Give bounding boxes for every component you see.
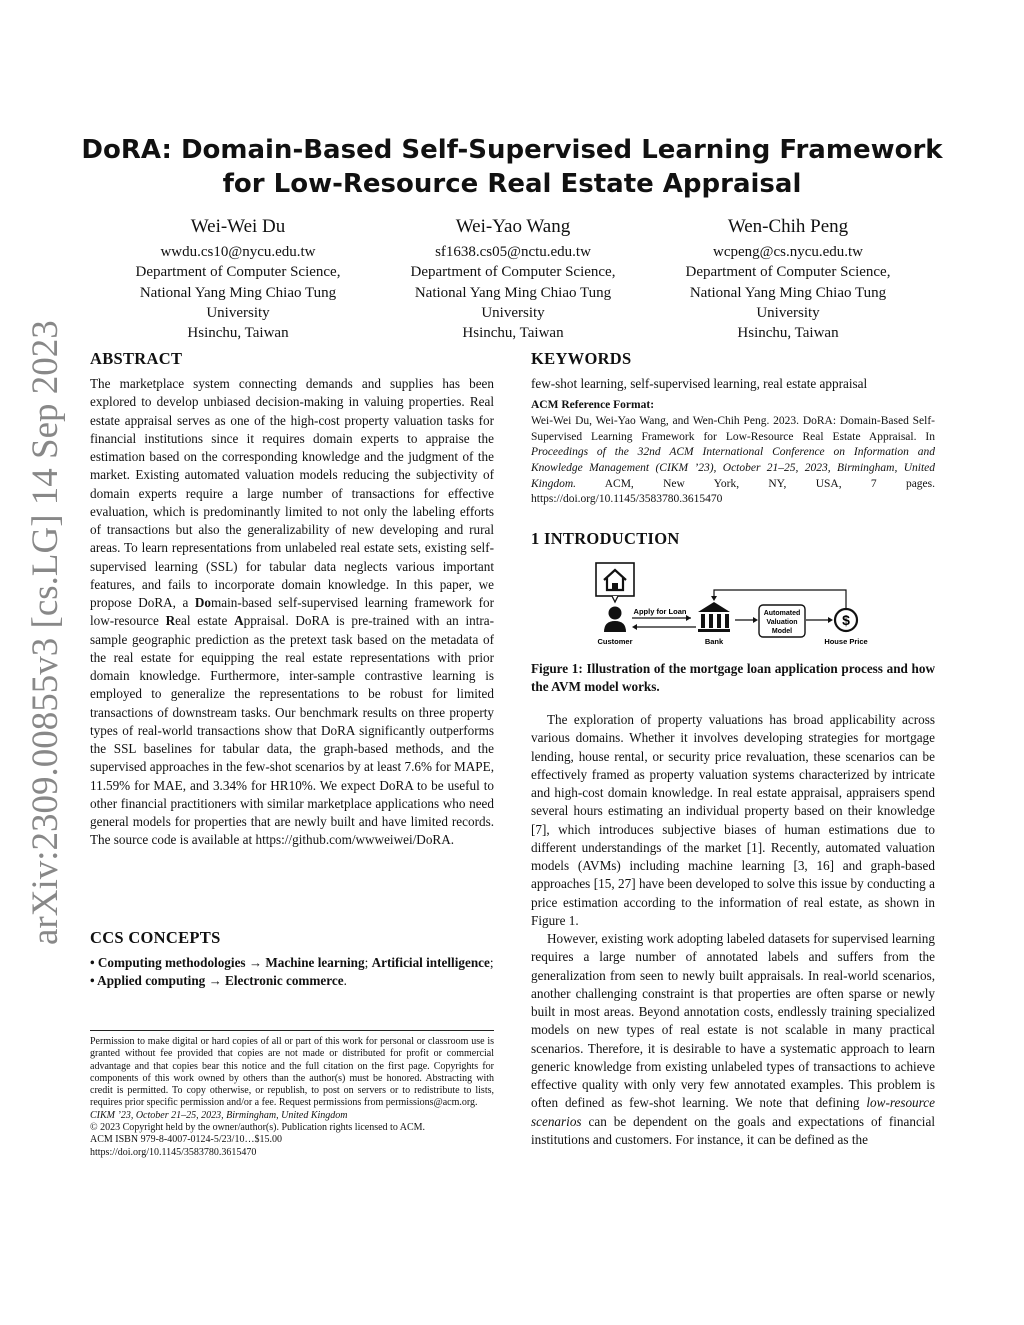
avm-label: Valuation: [766, 619, 798, 626]
author-univ: National Yang Ming Chiao Tung: [139, 284, 337, 301]
right-column: [531, 349, 935, 508]
conference-info: CIKM ’23, October 21–25, 2023, Birmingham, United Kingdom: [90, 1109, 348, 1121]
figure-1-diagram: [588, 560, 888, 652]
bank-label: Bank: [704, 637, 724, 646]
keywords-heading: KEYWORDS: [531, 349, 632, 368]
author-email: sf1638.cs05@nctu.edu.tw: [435, 244, 591, 260]
author-block: [373, 214, 653, 343]
author-email: wwdu.cs10@nycu.edu.tw: [160, 244, 316, 260]
footnote: [90, 1036, 494, 1159]
author-dept: Department of Computer Science,: [410, 264, 616, 281]
intro-paragraph: The exploration of property valuations has broad applicability across various domains. Whether it involves developing strategies for mortgage lending, house rental, or security price revaluation, these scenarios can be effectively framed as property valuation systems characterized by intricate and high-cost domain knowledge. In real estate appraisal, appraisers spend several hours estimating an individual property based on their knowledge [7], which introduces subjective biases of human estimations due to different understandings of the market [1]. Recently, automated valuation models (AVMs) including machine learning [3, 16] and graph-based approaches [15, 27] have been developed to solve this issue by conducting a price estimation according to the information of real estate, as shown in Figure 1.: [531, 712, 935, 928]
ccs-concepts: • Computing methodologies → Machine learning; Artificial intelligence; • Applied computing → Electronic commerce.: [90, 955, 494, 989]
author-location: Hsinchu, Taiwan: [187, 325, 289, 342]
avm-label: Model: [771, 628, 793, 635]
svg-text:$: $: [842, 612, 850, 628]
left-column: [90, 349, 494, 850]
customer-icon: [604, 607, 626, 633]
figure-1-caption-block: [531, 660, 935, 696]
introduction-body: [531, 711, 935, 1149]
author-name: Wen-Chih Peng: [727, 216, 849, 237]
author-dept: Department of Computer Science,: [135, 264, 341, 281]
author-email: wcpeng@cs.nycu.edu.tw: [712, 244, 864, 260]
house-icon: [596, 563, 634, 602]
feedback-arrowhead: [711, 596, 717, 601]
figure-1-caption: Figure 1: Illustration of the mortgage loan application process and how the AVM model works.: [531, 661, 935, 694]
isbn: ACM ISBN 979-8-4007-0124-5/23/10…$15.00: [90, 1134, 282, 1146]
dollar-icon: [835, 609, 857, 631]
reference-format-text: Wei-Wei Du, Wei-Yao Wang, and Wen-Chih Peng. 2023. DoRA: Domain-Based Self-Supervised Learning Framework for Low-Resource Real Estate Appraisal. In Proceedings of the 32nd ACM International Conference on Information and Knowledge Management (CIKM ’23), October 21–25, 2023, Birmingham, United Kingdom. ACM, New York, NY, USA, 7 pages. https://doi.org/10.1145/3583780.3615470: [531, 415, 935, 506]
doi-link[interactable]: https://doi.org/10.1145/3583780.3615470: [90, 1146, 257, 1158]
introduction-section: [531, 529, 935, 549]
intro-paragraph: However, existing work adopting labeled datasets for supervised learning requires a large number of annotated labels and suffers from the generalization from seen to newly built appraisals. In real-world scenarios, another challenging constraint is that properties are often sparse or newly built in most areas. Beyond annotation costs, endlessly training specialized models on new types of real estate is not scalable in many practical scenarios. Therefore, it is desirable to have a systematic approach to learn generic knowledge from existing unlabeled types of transactions to achieve effective quality with only very few annotated examples. This problem is often defined as few-shot learning. We note that defining low-resource scenarios can be dependent on the goals and expectations of financial institutions and customers. For instance, it can be defined as the: [531, 931, 935, 1147]
return-arrowhead: [632, 624, 637, 630]
author-univ: University: [481, 304, 545, 321]
ccs-section: [90, 928, 494, 991]
avm-to-price-arrowhead: [828, 617, 833, 623]
bank-to-avm-arrowhead: [753, 617, 758, 623]
author-univ: National Yang Ming Chiao Tung: [689, 284, 887, 301]
footnote-rule: [90, 1030, 494, 1031]
paper-title: DoRA: Domain-Based Self-Supervised Learning Framework for Low-Resource Real Estate Appraisal: [81, 135, 943, 199]
apply-arrowhead: [686, 615, 691, 621]
avm-label: Automated: [763, 610, 801, 617]
copyright-notice: © 2023 Copyright held by the owner/author(s). Publication rights licensed to ACM.: [90, 1122, 426, 1134]
introduction-heading: 1 INTRODUCTION: [531, 529, 680, 548]
arxiv-identifier: arXiv:2309.00855v3 [cs.LG] 14 Sep 2023: [25, 320, 66, 945]
customer-label: Customer: [597, 637, 633, 646]
reference-format-heading: ACM Reference Format:: [531, 399, 655, 412]
author-location: Hsinchu, Taiwan: [737, 325, 839, 342]
abstract-heading: ABSTRACT: [90, 349, 183, 368]
author-name: Wei-Yao Wang: [455, 216, 571, 237]
keywords-text: few-shot learning, self-supervised learning, real estate appraisal: [531, 376, 868, 391]
apply-for-loan-label: Apply for Loan: [633, 607, 687, 616]
author-name: Wei-Wei Du: [190, 216, 286, 237]
author-block: [648, 214, 928, 343]
bank-icon: [698, 602, 730, 632]
house-price-label: House Price: [824, 637, 868, 646]
author-univ: University: [206, 304, 270, 321]
permission-notice: Permission to make digital or hard copies of all or part of this work for personal or classroom use is granted without fee provided that copies are not made or distributed for profit or commercial advantage and that copies bear this notice and the full citation on the first page. Copyrights for components of this work owned by others than the author(s) must be honored. Abstracting with credit is permitted. To copy otherwise, or republish, to post on servers or to redistribute to lists, requires prior specific permission and/or a fee. Request permissions from permissions@acm.org.: [90, 1036, 494, 1109]
author-location: Hsinchu, Taiwan: [462, 325, 564, 342]
ccs-heading: CCS CONCEPTS: [90, 928, 221, 947]
abstract-text: The marketplace system connecting demands and supplies has been explored to develop unbiased decision-making in valuing properties. Real estate appraisal serves as one of the high-cost property valuation tasks for financial institutions since it requires domain experts to appraise the estimation based on the corresponding knowledge and the judgment of the market. Existing automated valuation models reducing the subjectivity of domain experts require a large number of transactions for effective evaluation, which is predominantly limited to not only the labeling efforts of transactions but also the generalizability of new developing and rural areas. To learn representations from unlabeled real estate sets, existing self-supervised learning (SSL) for tabular data neglects various important features, and fails to incorporate domain knowledge. In this paper, we propose DoRA, a Domain-based self-supervised learning framework for low-resource Real estate Appraisal. DoRA is pre-trained with an intra-sample geographic prediction as the pretext task based on the metadata of the real estate for equipping the real estate representations with prior domain knowledge. Furthermore, inter-sample contrastive learning is employed to generalize the representations to be robust for limited transactions of downstream tasks. Our benchmark results on three property types of real-world transactions show that DoRA significantly outperforms the SSL baselines for tabular data, the graph-based methods, and the supervised approaches in the few-shot scenarios by at least 7.6% for MAPE, 11.59% for MAE, and 3.34% for HR10%. We expect DoRA to be useful to other financial practitioners with similar marketplace applications who need general models for properties that are newly built and have limited records. The source code is available at https://github.com/wwweiwei/DoRA.: [90, 376, 495, 848]
author-univ: University: [756, 304, 820, 321]
author-block: [98, 214, 378, 343]
author-univ: National Yang Ming Chiao Tung: [414, 284, 612, 301]
author-dept: Department of Computer Science,: [685, 264, 891, 281]
